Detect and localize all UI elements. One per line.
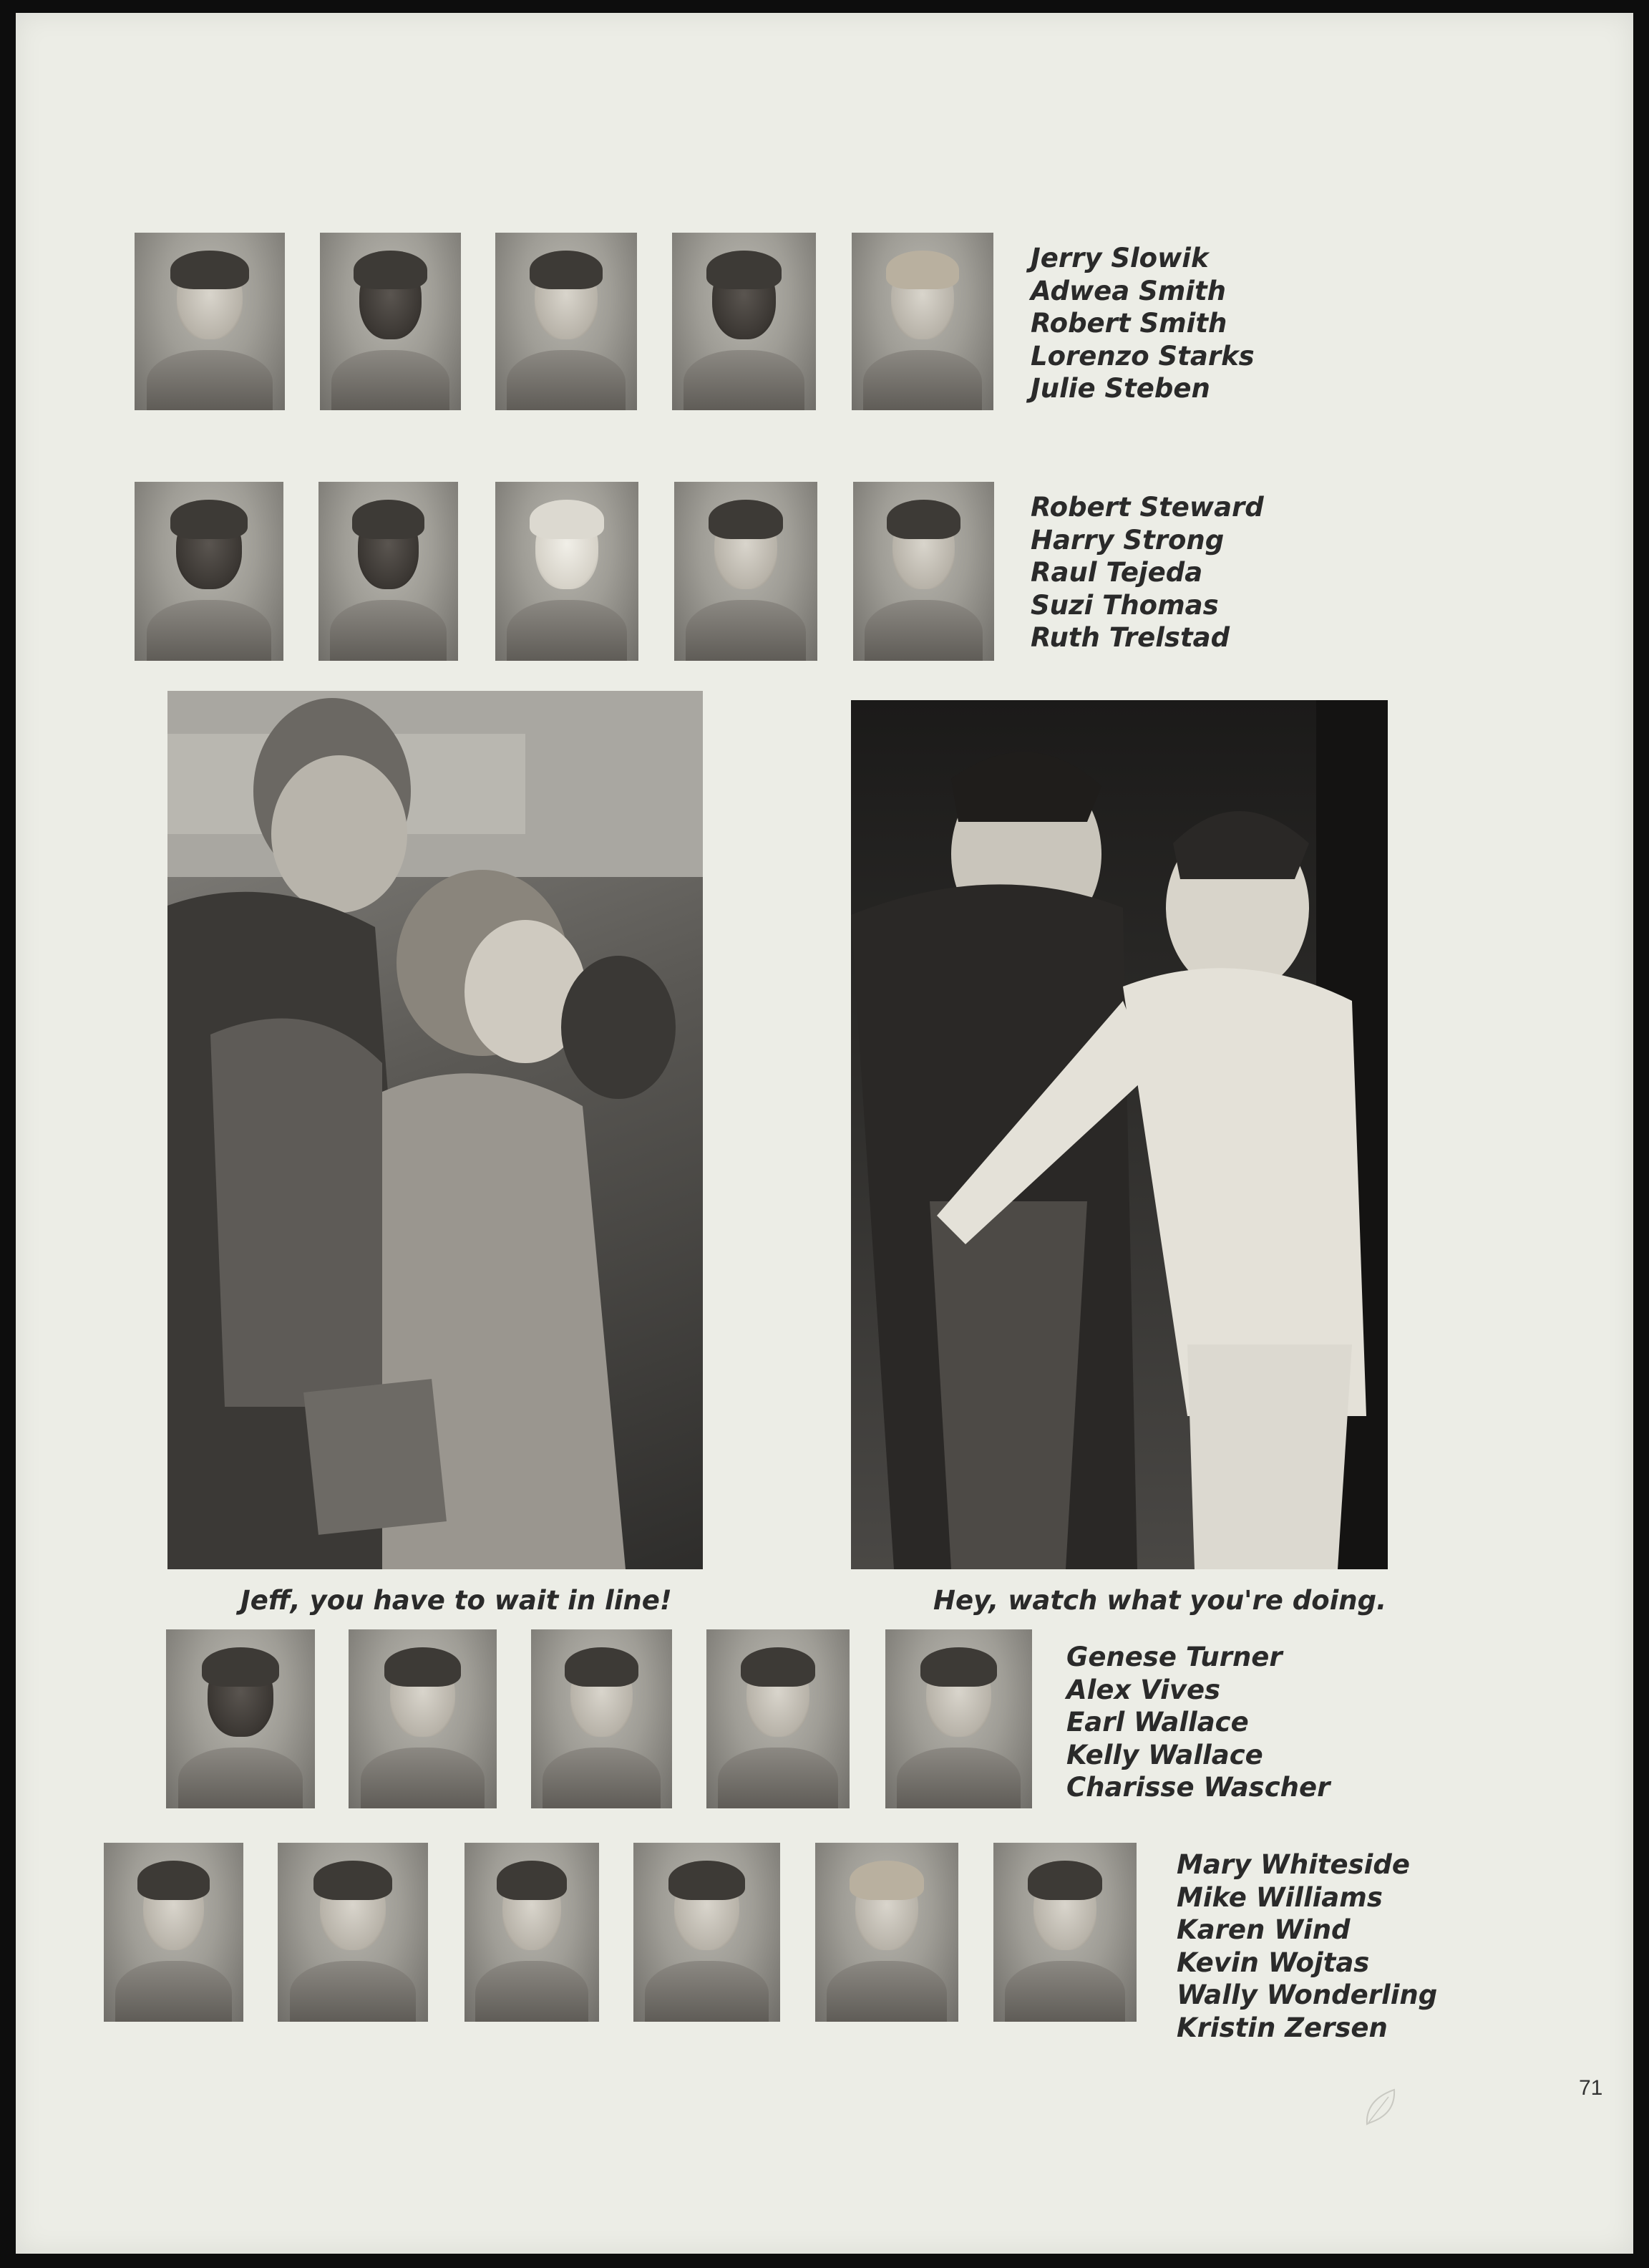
student-name: Lorenzo Starks <box>1031 340 1255 372</box>
names-list-row-1 <box>1031 242 1255 405</box>
portrait-julie-steben <box>852 233 993 410</box>
yearbook-page <box>16 13 1633 2254</box>
names-list-row-4 <box>1177 1848 1437 2044</box>
caption-right: Hey, watch what you're doing. <box>933 1585 1387 1616</box>
student-name: Kelly Wallace <box>1066 1739 1263 1770</box>
student-name: Julie Steben <box>1031 373 1210 404</box>
student-name: Kristin Zersen <box>1177 2012 1388 2043</box>
student-name: Wally Wonderling <box>1177 1979 1438 2010</box>
student-name: Adwea Smith <box>1031 275 1227 306</box>
portrait-mike-williams <box>278 1843 428 2022</box>
portrait-alex-vives <box>349 1629 497 1808</box>
portrait-raul-tejeda <box>495 482 638 661</box>
portrait-kevin-wojtas <box>633 1843 780 2022</box>
portrait-mary-whiteside <box>104 1843 243 2022</box>
student-name: Charisse Wascher <box>1066 1772 1331 1803</box>
names-list-row-2 <box>1031 491 1264 654</box>
portrait-robert-smith <box>495 233 637 410</box>
candid-photo-left <box>167 691 703 1569</box>
names-list-row-3 <box>1066 1641 1330 1804</box>
page-number: 71 <box>1579 2076 1603 2100</box>
student-name: Kevin Wojtas <box>1177 1947 1370 1978</box>
leaf-icon <box>1363 2085 1399 2128</box>
portrait-harry-strong <box>318 482 458 661</box>
student-name: Alex Vives <box>1066 1674 1221 1705</box>
student-name: Karen Wind <box>1177 1914 1351 1945</box>
candid-photo-right <box>851 700 1388 1569</box>
student-name: Earl Wallace <box>1066 1707 1249 1738</box>
portrait-robert-steward <box>135 482 283 661</box>
portrait-karen-wind <box>464 1843 599 2022</box>
student-name: Suzi Thomas <box>1031 589 1219 621</box>
student-name: Raul Tejeda <box>1031 557 1203 588</box>
portrait-ruth-trelstad <box>853 482 994 661</box>
student-name: Mary Whiteside <box>1177 1849 1410 1880</box>
portrait-wally-wonderling <box>815 1843 958 2022</box>
student-name: Ruth Trelstad <box>1031 622 1230 653</box>
student-name: Jerry Slowik <box>1031 243 1209 273</box>
portrait-charisse-wascher <box>885 1629 1032 1808</box>
portrait-kelly-wallace <box>706 1629 850 1808</box>
portrait-genese-turner <box>166 1629 315 1808</box>
student-name: Harry Strong <box>1031 524 1225 556</box>
student-name: Genese Turner <box>1066 1642 1283 1672</box>
student-name: Mike Williams <box>1177 1881 1383 1913</box>
portrait-jerry-slowik <box>135 233 285 410</box>
portrait-kristin-zersen <box>993 1843 1137 2022</box>
portrait-earl-wallace <box>531 1629 672 1808</box>
student-name: Robert Steward <box>1031 492 1264 523</box>
student-name: Robert Smith <box>1031 308 1227 339</box>
portrait-suzi-thomas <box>674 482 817 661</box>
portrait-adwea-smith <box>320 233 461 410</box>
portrait-lorenzo-starks <box>672 233 816 410</box>
caption-left: Jeff, you have to wait in line! <box>240 1585 672 1616</box>
